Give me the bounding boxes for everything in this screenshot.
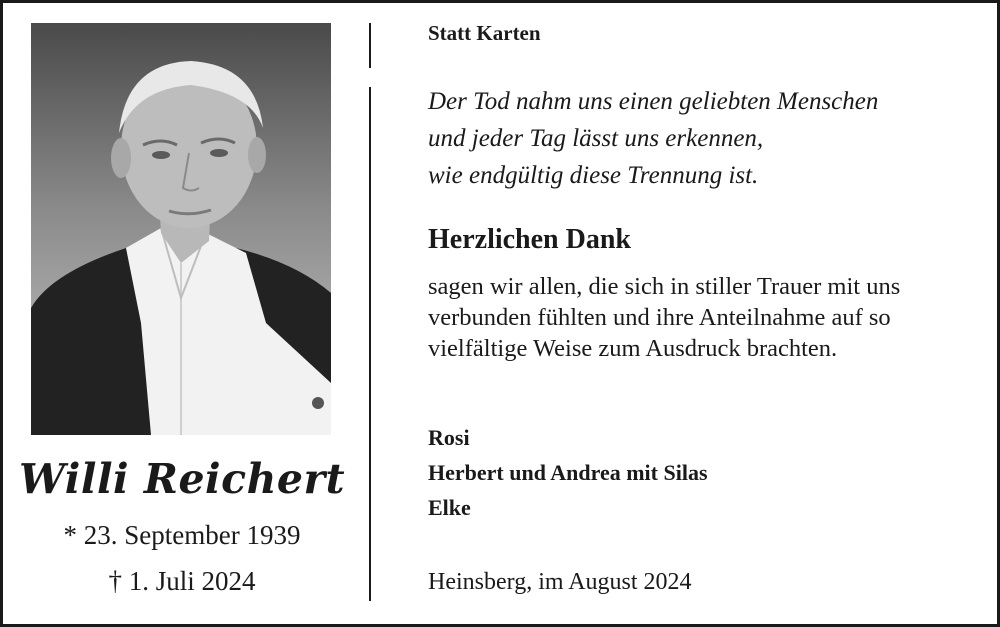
portrait-photo (31, 23, 331, 435)
birth-date: * 23. September 1939 (63, 520, 301, 550)
body-line: verbunden fühlten und ihre Anteilnahme auf so (428, 304, 891, 331)
quote-line: und jeder Tag lässt uns erkennen, (428, 125, 764, 152)
signer-name: Herbert und Andrea mit Silas (428, 460, 708, 485)
portrait-illustration (31, 23, 331, 435)
divider-line (369, 87, 371, 601)
body-line: vielfältige Weise zum Ausdruck brachten. (428, 335, 838, 362)
signer-name: Rosi (428, 425, 470, 450)
death-date: † 1. Juli 2024 (108, 566, 256, 596)
memorial-quote (428, 83, 878, 194)
place-date: Heinsberg, im August 2024 (428, 569, 692, 595)
thanks-body (428, 271, 900, 364)
quote-line: wie endgültig diese Trennung ist. (428, 162, 759, 189)
body-line: sagen wir allen, die sich in stiller Trauer mit uns (428, 273, 901, 300)
divider-line-top (369, 23, 371, 68)
deceased-name: Willi Reichert (18, 455, 346, 503)
quote-line: Der Tod nahm uns einen geliebten Menschen (428, 88, 879, 115)
thanks-heading: Herzlichen Dank (428, 224, 631, 255)
header-statt-karten: Statt Karten (428, 21, 541, 45)
signers-list (428, 420, 708, 525)
signer-name: Elke (428, 495, 471, 520)
